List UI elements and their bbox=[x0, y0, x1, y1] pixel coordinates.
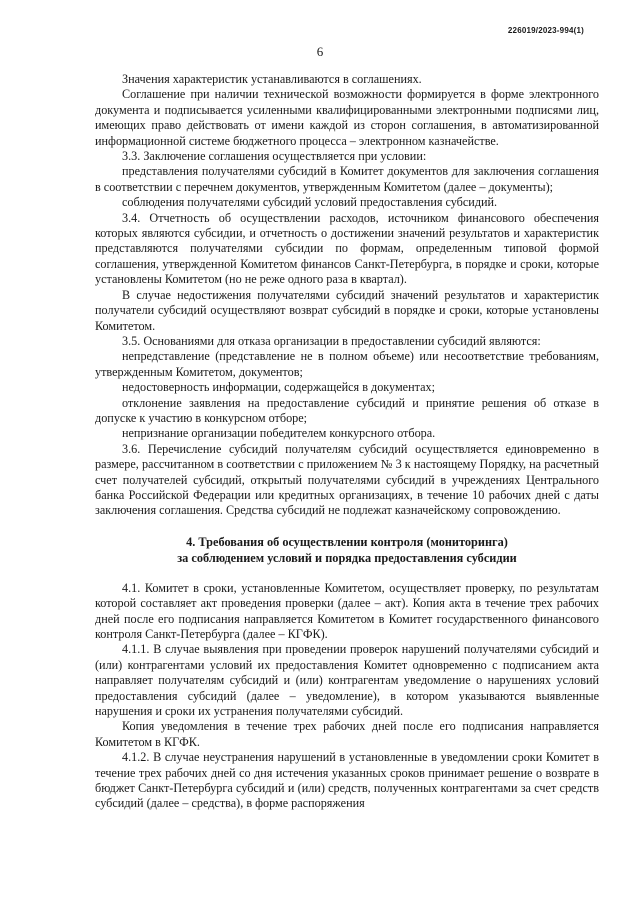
paragraph: непризнание организации победителем конкурсного отбора. bbox=[122, 426, 436, 441]
paragraph: отклонение заявления на предоставление субсидий и принятие решения об отказе в допуске к участию в конкурсном отборе; bbox=[95, 395, 599, 425]
paragraph: Значения характеристик устанавливаются в соглашениях. bbox=[122, 72, 422, 86]
section-heading bbox=[95, 534, 599, 566]
page-number: 6 bbox=[316, 44, 324, 59]
paragraph: 3.6. Перечисление субсидий получателям субсидий осуществляется единовременно в размере, рассчитанном в соответствии с приложением № 3 к настоящему Порядку, на расчетный счет получателей субсидий, открытый получателями субсидий в учреждениях Центрального банка Российской Федерации или кредитных организациях, в течение 10 рабочих дней с даты заключения соглашения. Средства субсидий не подлежат казначейскому сопровождению. bbox=[95, 441, 599, 518]
paragraph: Соглашение при наличии технической возможности формируется в форме электронного документа и подписывается усиленными квалифицированными электронными подписями лиц, имеющих право действовать от имени каждой из сторон соглашения, в автоматизированной информационной системе бюджетного процесса – электронном казначействе. bbox=[95, 87, 599, 148]
section-heading-line: 4. Требования об осуществлении контроля (мониторинга) bbox=[186, 534, 508, 549]
paragraph: Копия уведомления в течение трех рабочих дней после его подписания направляется Комитетом в КГФК. bbox=[95, 719, 599, 749]
section-heading-line: за соблюдением условий и порядка предоставления субсидии bbox=[177, 550, 517, 565]
paragraph: 3.4. Отчетность об осуществлении расходов, источником финансового обеспечения которых являются субсидии, и отчетность о достижении значений результатов и характеристик представляются получателями субсидии по формам, определенным типовой формой соглашения, утвержденной Комитетом финансов Санкт-Петербурга, в порядке и сроки, которые установлены Комитетом (но не реже одного раза в квартал). bbox=[95, 210, 599, 287]
document-registration-number: 226019/2023-994(1) bbox=[507, 26, 584, 35]
paragraph: 4.1. Комитет в сроки, установленные Комитетом, осуществляет проверку, по результатам которой составляет акт проведения проверки (далее – акт). Копия акта в течение трех рабочих дней после его подписания направляется Комитетом в Комитет государственного финансового контроля Санкт-Петербурга (далее – КГФК). bbox=[95, 580, 599, 641]
paragraph: 3.5. Основаниями для отказа организации в предоставлении субсидий являются: bbox=[122, 333, 541, 348]
paragraph: непредставление (представление не в полном объеме) или несоответствие требованиям, утвержденным Комитетом, документов; bbox=[95, 349, 599, 379]
paragraph: 4.1.1. В случае выявления при проведении проверок нарушений получателями субсидий и (или) контрагентами условий их предоставления Комитет одновременно с подписанием акта направляет получателям субсидий и (или) контрагентам уведомление о нарушениях условий предоставления субсидий (далее – уведомление), в котором указываются выявленные нарушения и сроки их устранения получателями субсидий. bbox=[95, 642, 599, 719]
paragraph: представления получателями субсидий в Комитет документов для заключения соглашения в соответствии с перечнем документов, утвержденным Комитетом (далее – документы); bbox=[95, 164, 599, 194]
paragraph: 3.3. Заключение соглашения осуществляется при условии: bbox=[122, 149, 427, 164]
paragraph: В случае недостижения получателями субсидий значений результатов и характеристик получатели субсидий осуществляют возврат субсидий в порядке и сроки, которые установлены Комитетом. bbox=[95, 287, 599, 333]
paragraph: недостоверность информации, содержащейся в документах; bbox=[122, 380, 435, 395]
paragraph: соблюдения получателями субсидий условий предоставления субсидий. bbox=[122, 195, 498, 210]
paragraph: 4.1.2. В случае неустранения нарушений в установленные в уведомлении сроки Комитет в течение трех рабочих дней со дня истечения указанных сроков принимает решение о возврате в бюджет Санкт-Петербурга субсидий и (или) средств, полученных контрагентами за счет средств субсидий (далее – средства), в форме распоряжения bbox=[95, 750, 599, 811]
document-body bbox=[95, 72, 599, 812]
